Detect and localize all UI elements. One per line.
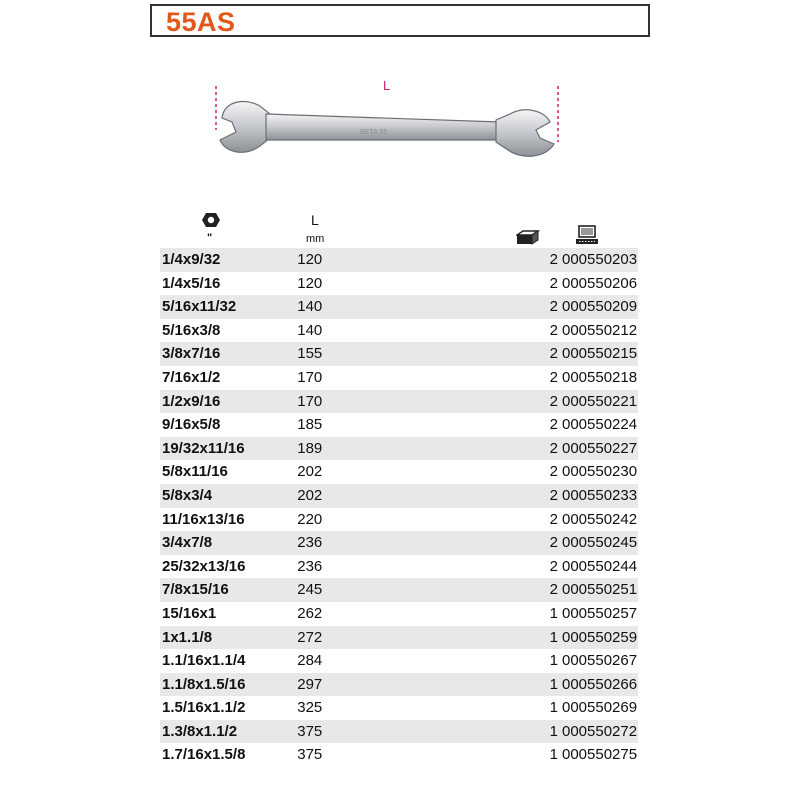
code-cell: 000550218 (561, 368, 638, 386)
code-cell: 000550269 (561, 699, 638, 717)
code-cell: 000550209 (562, 295, 638, 319)
length-cell: 375 (297, 746, 323, 764)
quantity-cell: 2 (376, 295, 562, 319)
quantity-cell: 2 (549, 274, 558, 292)
table-row (160, 437, 638, 461)
quantity-cell: 2 (376, 248, 562, 272)
quantity-cell: 2 (376, 390, 562, 414)
quantity-cell: 2 (549, 463, 558, 481)
table-row (160, 460, 638, 484)
code-cell: 000550233 (562, 484, 638, 508)
size-cell: 25/32x13/16 (162, 557, 246, 575)
size-cell: 1.3/8x1.1/2 (160, 720, 297, 744)
size-cell: 5/8x3/4 (160, 484, 297, 508)
table-row (160, 649, 638, 673)
table-row (160, 673, 638, 697)
table-row (160, 295, 638, 319)
size-cell: 7/8x15/16 (160, 578, 297, 602)
quantity-cell: 1 (376, 720, 562, 744)
table-row (160, 626, 638, 650)
quantity-cell: 2 (376, 531, 562, 555)
wrench-right-head (496, 110, 554, 156)
quantity-cell: 1 (376, 673, 562, 697)
table-row (160, 696, 638, 720)
table-row (160, 413, 638, 437)
length-cell: 375 (297, 720, 376, 744)
code-cell: 000550266 (562, 673, 638, 697)
quantity-cell: 2 (376, 484, 562, 508)
table-row (160, 390, 638, 414)
quantity-cell: 2 (376, 342, 562, 366)
length-cell: 202 (297, 484, 376, 508)
product-title: 55AS (166, 7, 236, 37)
size-cell: 9/16x5/8 (162, 416, 221, 434)
size-unit-label: " (207, 232, 213, 244)
wrench-left-head (220, 102, 270, 153)
box-icon (516, 229, 540, 245)
length-unit-label: mm (306, 233, 325, 245)
length-cell: 140 (297, 321, 323, 339)
computer-icon (576, 225, 598, 245)
dimension-label: L (383, 78, 391, 93)
nut-icon (202, 212, 220, 228)
code-cell: 000550267 (561, 652, 638, 670)
size-cell: 7/16x1/2 (162, 368, 221, 386)
size-cell: 1.7/16x1.5/8 (162, 746, 246, 764)
length-cell: 245 (297, 578, 376, 602)
length-cell: 170 (297, 390, 376, 414)
code-cell: 000550257 (561, 604, 638, 622)
code-cell: 000550275 (561, 746, 638, 764)
code-cell: 000550206 (561, 274, 638, 292)
length-cell: 185 (297, 416, 323, 434)
table-row (160, 531, 638, 555)
quantity-cell: 2 (549, 416, 558, 434)
size-cell: 11/16x13/16 (162, 510, 245, 528)
length-header: L (311, 212, 319, 228)
table-row (160, 484, 638, 508)
table-row (160, 555, 638, 579)
code-cell: 000550251 (562, 578, 638, 602)
wrench-handle (266, 114, 500, 140)
size-cell: 5/8x11/16 (162, 463, 228, 481)
quantity-cell: 1 (549, 699, 558, 717)
length-cell: 189 (297, 437, 376, 461)
length-cell: 297 (297, 673, 376, 697)
size-cell: 5/16x3/8 (162, 321, 221, 339)
size-cell: 19/32x11/16 (160, 437, 297, 461)
size-cell: 3/4x7/8 (160, 531, 297, 555)
code-cell: 000550242 (561, 510, 638, 528)
size-cell: 1.1/16x1.1/4 (162, 652, 246, 670)
title-box (150, 4, 650, 37)
code-cell: 000550212 (561, 321, 638, 339)
quantity-cell: 2 (549, 510, 558, 528)
quantity-cell: 1 (549, 652, 558, 670)
quantity-cell: 2 (549, 557, 558, 575)
size-cell: 3/8x7/16 (160, 342, 297, 366)
table-row (160, 743, 638, 767)
wrench-engraving: BETA 55 (360, 129, 388, 136)
size-cell: 1/4x9/32 (160, 248, 297, 272)
code-cell: 000550215 (562, 342, 638, 366)
code-cell: 000550259 (562, 626, 638, 650)
product-table (160, 248, 638, 767)
size-cell: 1x1.1/8 (160, 626, 297, 650)
length-cell: 140 (297, 295, 376, 319)
length-cell: 202 (297, 463, 323, 481)
code-cell: 000550272 (562, 720, 638, 744)
code-cell: 000550230 (561, 463, 638, 481)
quantity-cell: 2 (549, 368, 558, 386)
quantity-cell: 1 (376, 626, 562, 650)
wrench-illustration (200, 70, 580, 190)
length-cell: 284 (297, 652, 323, 670)
code-cell: 000550224 (561, 416, 638, 434)
length-cell: 262 (297, 604, 323, 622)
quantity-cell: 2 (549, 321, 558, 339)
size-cell: 1/2x9/16 (160, 390, 297, 414)
table-row (160, 366, 638, 390)
code-cell: 000550227 (562, 437, 638, 461)
length-cell: 325 (297, 699, 323, 717)
code-cell: 000550203 (562, 248, 638, 272)
table-row (160, 578, 638, 602)
code-cell: 000550244 (561, 557, 638, 575)
size-cell: 5/16x11/32 (160, 295, 297, 319)
length-cell: 120 (297, 248, 376, 272)
length-cell: 120 (297, 274, 323, 292)
table-row (160, 720, 638, 744)
quantity-cell: 1 (549, 746, 558, 764)
quantity-cell: 2 (376, 578, 562, 602)
table-row (160, 342, 638, 366)
size-cell: 15/16x1 (162, 604, 217, 622)
size-cell: 1.5/16x1.1/2 (162, 699, 246, 717)
quantity-cell: 1 (549, 604, 558, 622)
length-cell: 236 (297, 531, 376, 555)
length-cell: 272 (297, 626, 376, 650)
code-cell: 000550221 (562, 390, 638, 414)
quantity-cell: 2 (376, 437, 562, 461)
code-cell: 000550245 (562, 531, 638, 555)
length-cell: 155 (297, 342, 376, 366)
table-row (160, 248, 638, 272)
table-row (160, 272, 638, 296)
length-cell: 170 (297, 368, 323, 386)
size-cell: 1.1/8x1.5/16 (160, 673, 297, 697)
length-cell: 236 (297, 557, 323, 575)
table-row (160, 319, 638, 343)
table-row (160, 602, 638, 626)
length-cell: 220 (297, 510, 323, 528)
size-cell: 1/4x5/16 (162, 274, 221, 292)
table-row (160, 508, 638, 532)
